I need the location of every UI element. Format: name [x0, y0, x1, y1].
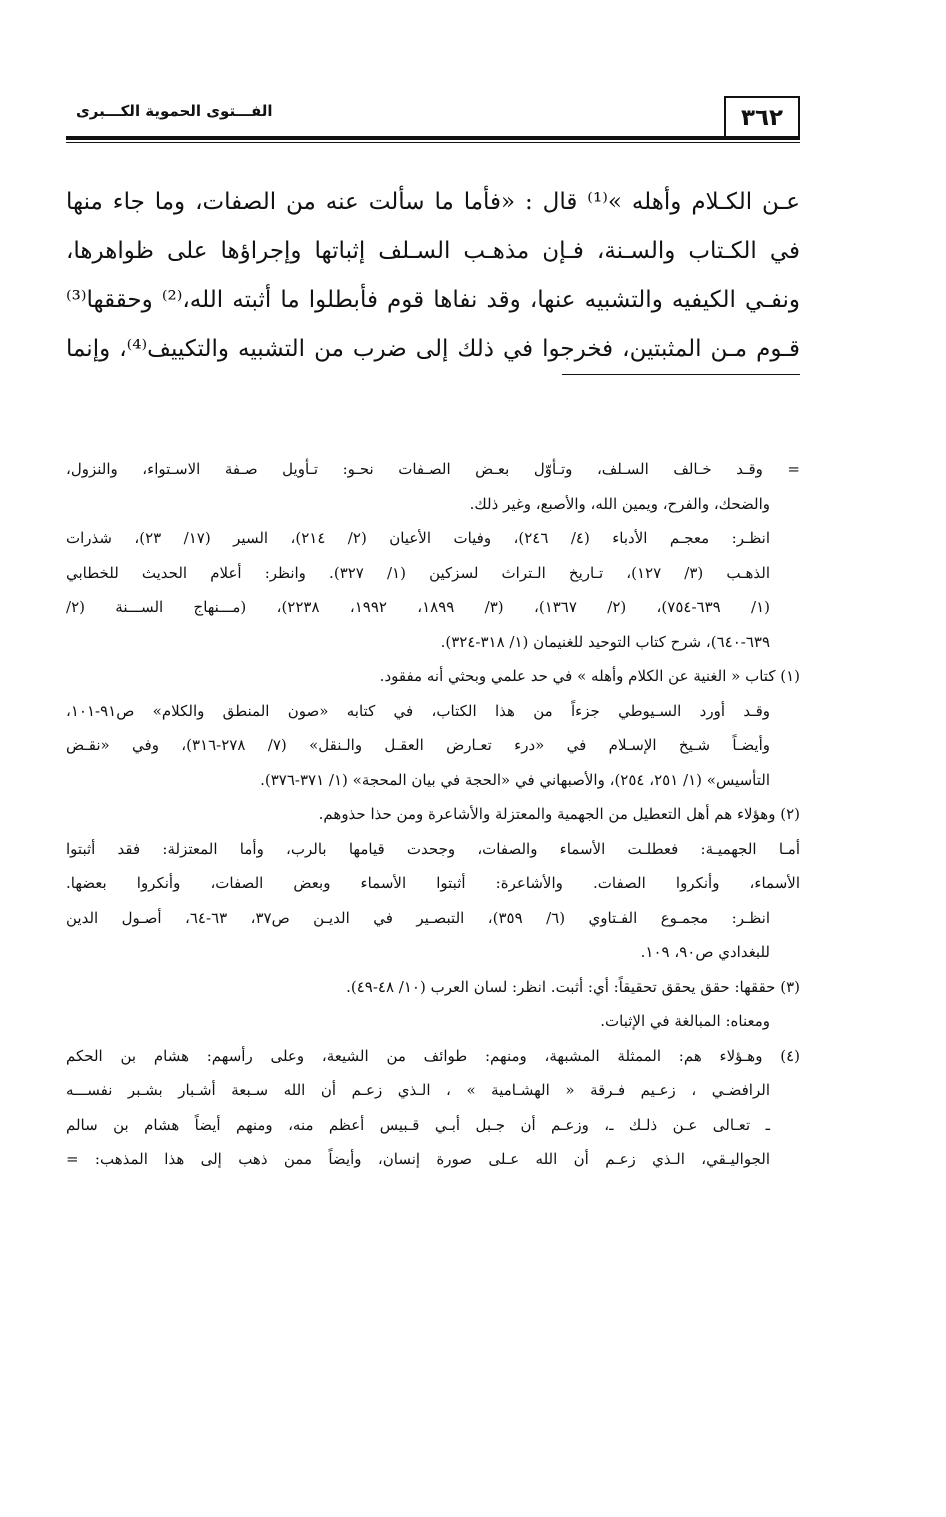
footnote-line: التأسيس» (١/ ٢٥١، ٢٥٤)، والأصبهاني في «الحجة في بيان المحجة» (١/ ٣٧١-٣٧٦). — [260, 770, 770, 789]
footnote-line: ـ تعـالى عـن ذلـك ـ، وزعـم أن جـبل أبـي قـبيس أعظم منه، ومنهم أيضاً هشام بن سالم — [66, 1115, 770, 1134]
footnote-line: (١) كتاب « الغنية عن الكلام وأهله » في حد علمي وبحثي أنه مفقود. — [379, 667, 800, 685]
header-rule-thin — [66, 142, 800, 143]
header-rule-thick — [66, 136, 800, 140]
main-line: عـن الكـلام وأهله »⁽¹⁾ قال : «فأما ما سألت عنه من الصفات، وما جاء منها — [66, 189, 800, 215]
page-number: ٣٦٢ — [724, 96, 800, 138]
footnote-line: للبغدادي ص٩٠، ١٠٩. — [640, 943, 770, 961]
running-title — [76, 102, 708, 120]
main-line: قـوم مـن المثبتين، فخرجوا في ذلك إلى ضرب من التشبيه والتكييف⁽⁴⁾، وإنما — [66, 336, 800, 362]
main-text — [66, 178, 800, 374]
footnote-line: (٤) وهـؤلاء هم: الممثلة المشبهة، ومنهم: طوائف من الشيعة، وعلى رأسهم: هشام بن الحكم — [66, 1046, 800, 1065]
footnote-line: انظـر: مجمـوع الفـتاوي (٦/ ٣٥٩)، التبصـير في الديـن ص٣٧، ٦٣-٦٤، أصـول الدين — [66, 908, 771, 927]
footnote-line: ٦٣٩-٦٤٠)، شرح كتاب التوحيد للغنيمان (١/ ٣١٨-٣٢٤). — [440, 632, 770, 651]
footnote-line: الرافضـي ، زعـيم فـرقة « الهشـامية » ، الـذي زعـم أن الله سـبعة أشـبار بشـبر نفســـه — [66, 1081, 770, 1099]
footnotes — [66, 452, 800, 1177]
main-line: في الكـتاب والسـنة، فـإن مذهـب السـلف إثباتها وإجراؤها على ظواهرها، — [66, 238, 800, 264]
footnote-line: أمـا الجهميـة: فعطلـت الأسماء والصفات، وجحدت قيامها بالرب، وأما المعتزلة: فقد أثبتوا — [66, 839, 800, 858]
footnote-line: انظـر: معجـم الأدباء (٤/ ٢٤٦)، وفيات الأعيان (٢/ ٢١٤)، السير (١٧/ ٢٣)، شذرات — [66, 529, 771, 547]
footnote-line: (١/ ٦٣٩-٧٥٤)، (٢/ ١٣٦٧)، (٣/ ١٨٩٩، ١٩٩٢، ٢٢٣٨)، (مـــنهاج الســـنة (٢/ — [66, 598, 770, 616]
footnote-line: (٢) وهؤلاء هم أهل التعطيل من الجهمية والمعتزلة والأشاعرة ومن حذا حذوهم. — [318, 805, 800, 823]
footnote-line: = وقـد خـالف السـلف، وتـأوّل بعـض الصـفات نحـو: تـأويل صـفة الاسـتواء، والنزول، — [66, 460, 800, 478]
footnote-line: الذهـب (٣/ ١٢٧)، تـاريخ الـتراث لسزكين (١/ ٣٢٧). وانظر: أعلام الحديث للخطابي — [66, 563, 770, 582]
footnote-line: الجواليـقي، الـذي زعـم أن الله عـلى صورة إنسان، وأيضاً ممن ذهب إلى هذا المذهب: = — [66, 1150, 770, 1168]
footnote-line: (٣) حققها: حقق يحقق تحقيقاً: أي: أثبت. انظر: لسان العرب (١٠/ ٤٨-٤٩). — [346, 977, 800, 996]
footnote-line: وقـد أورد السـيوطي جزءاً من هذا الكتاب، في كتابه «صون المنطق والكلام» ص٩١-١٠١، — [66, 701, 770, 720]
page-header — [66, 96, 800, 150]
footnote-line: والضحك، والفرح، ويمين الله، والأصبع، وغير ذلك. — [469, 494, 770, 513]
footnote-line: ومعناه: المبالغة في الإثبات. — [600, 1012, 770, 1030]
footnote-line: الأسماء، وأنكروا الصفات. والأشاعرة: أثبتوا الأسماء وبعض الصفات، وأنكروا بعضها. — [66, 874, 800, 892]
main-line: ونفـي الكيفيه والتشبيه عنها، وقد نفاها قوم فأبطلوا ما أثبته الله،⁽²⁾ وحققها⁽³⁾ — [66, 287, 800, 313]
footnote-line: وأيضـاً شـيخ الإسـلام في «درء تعـارض العقـل والـنقل» (٧/ ٢٧٨-٣١٦)، وفي «نقـض — [66, 736, 770, 754]
footnote-separator — [562, 374, 800, 375]
running-title-text: الفـــتوى الحموية الكـــبرى — [76, 102, 273, 120]
